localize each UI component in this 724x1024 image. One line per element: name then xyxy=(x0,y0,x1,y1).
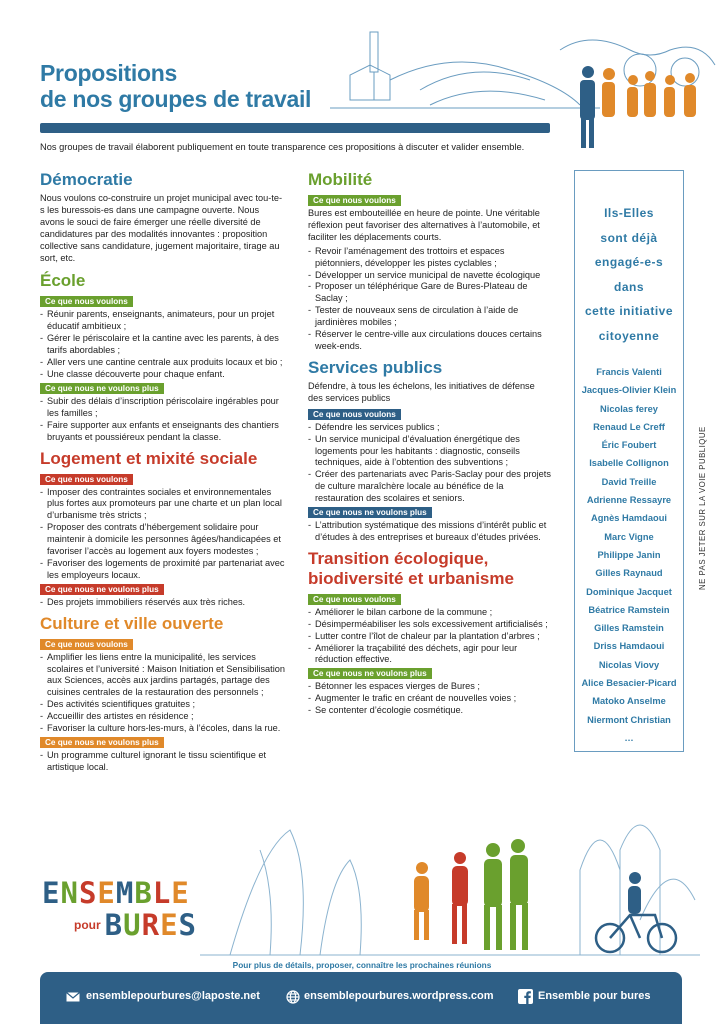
logo-letter: L xyxy=(152,876,172,910)
logement-not-list xyxy=(40,597,286,609)
culture-want-list xyxy=(40,652,286,735)
supporters-box xyxy=(574,170,684,752)
list-item: - Amplifier les liens entre la municipalité, les services scolaires et l’université : Maison Initiation et Sensibilisation aux Sciences, accès aux jardins partagés, partage des cuisines centrales de la restauration des personnels ; xyxy=(40,652,286,700)
supporter-name: Francis Valenti xyxy=(596,367,662,377)
logo-letter: E xyxy=(171,876,190,910)
left-column xyxy=(40,170,286,774)
logement-not-tag: Ce que nous ne voulons plus xyxy=(40,584,164,595)
list-item: - Améliorer la traçabilité des déchets, agir pour leur réduction effective. xyxy=(308,643,551,667)
header-bar xyxy=(40,123,550,133)
list-item: - Bétonner les espaces vierges de Bures ; xyxy=(308,681,551,693)
supporters-intro-line: engagé-e-s xyxy=(594,255,664,269)
list-item: - Augmenter le trafic en créant de nouvelles voies ; xyxy=(308,693,551,705)
logement-want-tag: Ce que nous voulons xyxy=(40,474,133,485)
list-item: - Faire supporter aux enfants et enseignants des chantiers bruyants et poussiéreux pendant la classe. xyxy=(40,420,286,444)
list-item: - Des projets immobiliers réservés aux très riches. xyxy=(40,597,286,609)
supporters-intro xyxy=(575,201,683,348)
list-item: - Accueillir des artistes en résidence ; xyxy=(40,711,286,723)
supporter-name: Éric Foubert xyxy=(601,440,657,451)
ensemble-pour-bures-logo xyxy=(42,878,197,940)
logo-ensemble xyxy=(42,878,197,908)
logo-letter: B xyxy=(134,876,153,910)
supporter-name: Philippe Janin xyxy=(597,549,661,560)
list-item: - Tester de nouveaux sens de circulation à l’aide de jardinières mobiles ; xyxy=(308,305,551,329)
list-item: - Défendre les services publics ; xyxy=(308,422,551,434)
page-title-line1: Propositions xyxy=(40,60,177,86)
middle-column xyxy=(308,170,551,717)
list-item: - Subir des délais d’inscription périscolaire ingérables pour les familles ; xyxy=(40,396,286,420)
list-item: - L’attribution systématique des missions d’intérêt public et d’études à des entreprises et bureaux d’études privées. xyxy=(308,520,551,544)
supporter-name: David Treille xyxy=(601,476,657,487)
supporter-name: Alice Besacier-Picard xyxy=(581,678,677,689)
list-item: - Lutter contre l’îlot de chaleur par la plantation d’arbres ; xyxy=(308,631,551,643)
logo-letter: M xyxy=(115,876,135,910)
transition-not-tag: Ce que nous ne voulons plus xyxy=(308,668,432,679)
supporter-name: Matoko Anselme xyxy=(592,696,666,707)
supporters-intro-line: cette initiative xyxy=(584,304,674,318)
supporters-intro-line: dans xyxy=(613,279,644,294)
facebook-icon xyxy=(518,989,533,1004)
logo-letter: S xyxy=(78,876,98,910)
transition-title xyxy=(308,549,551,589)
bottom-illustration xyxy=(200,790,700,960)
mobilite-text: Bures est embouteillée en heure de pointe. Une véritable réflexion peut favoriser des alternatives à l’automobile, et faciliter les déplacements courts. xyxy=(308,208,540,242)
mobilite-want-tag: Ce que nous voulons xyxy=(308,195,401,206)
list-item: - Un programme culturel ignorant le tissu scientifique et artistique local. xyxy=(40,750,286,774)
ecole-not-list xyxy=(40,396,286,444)
transition-not-list xyxy=(308,681,551,717)
list-item: - Revoir l’aménagement des trottoirs et espaces piétonniers, développer les pistes cyclables ; xyxy=(308,246,551,270)
democratie-title: Démocratie xyxy=(40,170,133,189)
email-icon xyxy=(66,992,80,1002)
culture-not-list xyxy=(40,750,286,774)
contact-footer xyxy=(40,972,682,1024)
list-item: - Améliorer le bilan carbone de la commune ; xyxy=(308,607,551,619)
supporter-name: Adrienne Ressayre xyxy=(586,495,672,506)
logo-letter: N xyxy=(60,876,79,910)
services-text: Défendre, à tous les échelons, les initiatives de défense des services publics xyxy=(308,380,535,403)
ecole-want-list xyxy=(40,309,286,380)
services-want-tag: Ce que nous voulons xyxy=(308,409,401,420)
ecole-title: École xyxy=(40,271,86,291)
transition-want-list xyxy=(308,607,551,667)
logo-letter: S xyxy=(178,908,198,942)
list-item: - Des activités scientifiques gratuites ; xyxy=(40,699,286,711)
supporters-intro-line: Ils-Elles xyxy=(604,206,654,220)
supporter-name: Jacques-Olivier Klein xyxy=(581,385,677,396)
supporters-intro-line: sont déjà xyxy=(600,230,658,245)
header-illustration xyxy=(330,30,720,190)
services-want-list xyxy=(308,422,551,505)
democratie-text: Nous voulons co-construire un projet municipal avec tou-te-s les buressois-es dans une campagne ouverte. Nous avons le souci de faire émerger une réelle diversité de candidatures par des modalités innovantes : proposition collective sans candidature, jugement majoritaire, tirage au sort, etc. xyxy=(40,193,283,263)
list-item: - Une classe découverte pour chaque enfant. xyxy=(40,369,286,381)
supporters-intro-line: citoyenne xyxy=(598,328,660,343)
list-item: - Proposer des contrats d’hébergement solidaire pour maintenir à domicile les personnes âgées/handicapées et favoriser l’accès au logement aux foyers modestes ; xyxy=(40,522,286,558)
culture-not-tag: Ce que nous ne voulons plus xyxy=(40,737,164,748)
list-item: - Un service municipal d’évaluation énergétique des logements pour les habitants : diagnostic, conseils techniques, aide à l’obtention des subventions ; xyxy=(308,434,551,470)
list-item: - Désimperméabiliser les sols excessivement artificialisés ; xyxy=(308,619,551,631)
logement-want-list xyxy=(40,487,286,582)
supporter-name: Béatrice Ramstein xyxy=(588,604,670,615)
page-title-line2: de nos groupes de travail xyxy=(40,86,312,112)
logo-pour: pour xyxy=(74,918,101,932)
supporter-name: Driss Hamdaoui xyxy=(593,641,665,652)
list-item: - Favoriser des logements de proximité par partenariat avec les employeurs locaux. xyxy=(40,558,286,582)
logo-letter: E xyxy=(160,908,179,942)
walking-people xyxy=(414,839,528,950)
services-not-tag: Ce que nous ne voulons plus xyxy=(308,507,432,518)
logo-letter: E xyxy=(42,876,61,910)
page-title xyxy=(40,60,311,112)
supporter-name: Agnès Hamdaoui xyxy=(591,513,667,524)
email-link[interactable]: ensemblepourbures@laposte.net xyxy=(86,990,260,1002)
supporter-name: Dominique Jacquet xyxy=(586,586,672,597)
logo-letter: R xyxy=(141,908,161,942)
services-title: Services publics xyxy=(308,357,443,377)
culture-title: Culture et ville ouverte xyxy=(40,613,224,633)
supporter-name: … xyxy=(624,732,634,743)
ecole-want-tag: Ce que nous voulons xyxy=(40,296,133,307)
people-silhouettes xyxy=(602,68,696,117)
list-item: - Imposer des contraintes sociales et environnementales plus fortes aux promoteurs par une charte et un plan local d’urbanisme très stricts ; xyxy=(40,487,286,523)
list-item: - Favoriser la culture hors-les-murs, à l’écoles, dans la rue. xyxy=(40,723,286,735)
list-item: - Développer un service municipal de navette écologique xyxy=(308,270,551,282)
supporter-name: Marc Vigne xyxy=(604,531,654,542)
transition-title-line2: biodiversité et urbanisme xyxy=(308,568,514,588)
mobilite-title: Mobilité xyxy=(308,170,373,189)
supporter-name: Nicolas Viovy xyxy=(598,659,660,670)
facebook-link[interactable]: Ensemble pour bures xyxy=(538,990,651,1002)
logo-bures xyxy=(105,910,197,940)
logo-letter: E xyxy=(97,876,116,910)
globe-icon xyxy=(286,990,300,1004)
culture-want-tag: Ce que nous voulons xyxy=(40,639,133,650)
supporter-name: Niermont Christian xyxy=(587,714,671,725)
website-link[interactable]: ensemblepourbures.wordpress.com xyxy=(304,990,494,1002)
list-item: - Gérer le périscolaire et la cantine avec les parents, à des tarifs abordables ; xyxy=(40,333,286,357)
supporter-name: Gilles Ramstein xyxy=(594,623,664,634)
list-item: - Proposer un téléphérique Gare de Bures-Plateau de Saclay ; xyxy=(308,281,551,305)
transition-title-line1: Transition écologique, xyxy=(308,548,489,568)
transition-want-tag: Ce que nous voulons xyxy=(308,594,401,605)
supporters-list xyxy=(575,363,683,747)
ecole-not-tag: Ce que nous ne voulons plus xyxy=(40,383,164,394)
services-not-list xyxy=(308,520,551,544)
supporter-name: Gilles Raynaud xyxy=(595,568,663,579)
list-item: - Aller vers une cantine centrale aux produits locaux et bio ; xyxy=(40,357,286,369)
list-item: - Se contenter d’écologie cosmétique. xyxy=(308,705,551,717)
list-item: - Réserver le centre-ville aux circulations douces certains week-ends. xyxy=(308,329,551,353)
footer-note: Pour plus de détails, proposer, connaître les prochaines réunions xyxy=(232,960,492,970)
list-item: - Créer des partenariats avec Paris-Saclay pour des projets de culture maraîchère locale au bénéfice de la restauration des scolaires et seniors. xyxy=(308,469,551,505)
cyclist xyxy=(596,915,676,952)
logement-title: Logement et mixité sociale xyxy=(40,448,258,468)
supporter-name: Isabelle Collignon xyxy=(589,458,669,469)
intro-text: Nos groupes de travail élaborent publiquement en toute transparence ces propositions à discuter et valider ensemble. xyxy=(40,142,525,152)
logo-letter: U xyxy=(123,908,142,942)
mobilite-want-list xyxy=(308,246,551,353)
list-item: - Réunir parents, enseignants, animateurs, pour un projet éducatif ambitieux ; xyxy=(40,309,286,333)
vertical-notice: NE PAS JETER SUR LA VOIE PUBLIQUE xyxy=(698,426,707,590)
logo-letter: B xyxy=(104,908,124,942)
supporter-name: Renaud Le Creff xyxy=(593,421,665,432)
supporter-name: Nicolas ferey xyxy=(600,403,658,414)
